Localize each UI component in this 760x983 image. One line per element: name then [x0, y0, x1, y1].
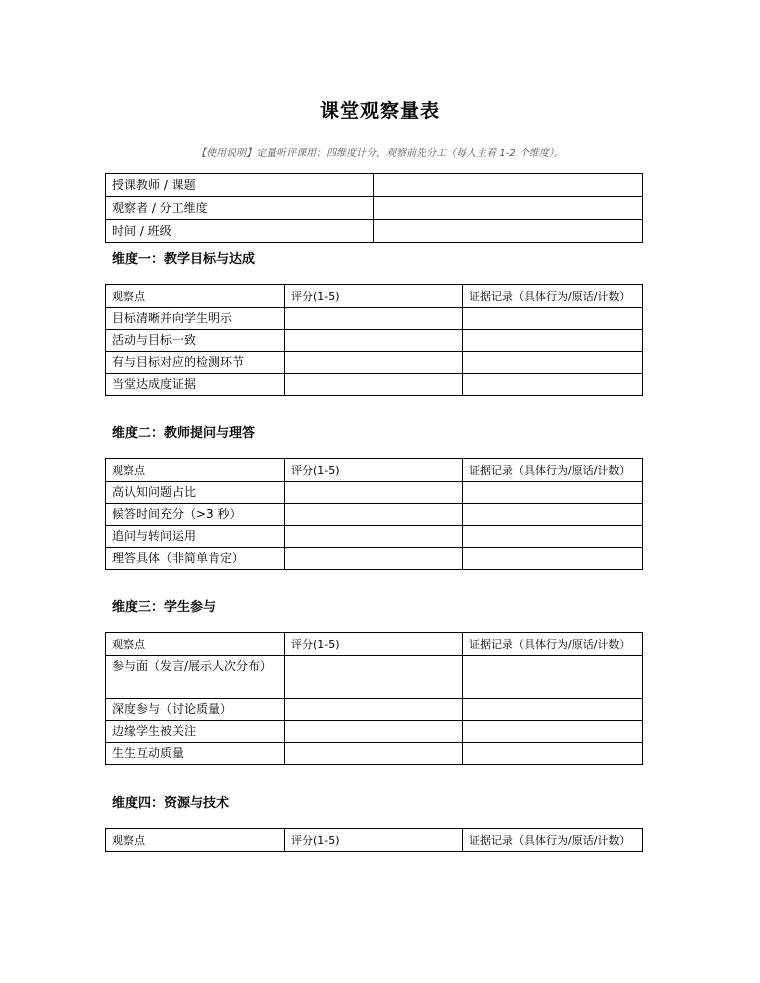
table-row: [106, 374, 643, 396]
table-row: [106, 721, 643, 743]
column-header-evidence: 证据记录（具体行为/原话/计数）: [463, 285, 643, 308]
observation-point: 参与面（发言/展示人次分布）: [106, 656, 285, 699]
evidence-cell[interactable]: [463, 374, 643, 396]
evidence-cell[interactable]: [463, 352, 643, 374]
section-title-dimension-4: 维度四：资源与技术: [112, 796, 230, 811]
table-row: [106, 743, 643, 765]
observation-point: 边缘学生被关注: [106, 721, 285, 743]
score-cell[interactable]: [285, 330, 463, 352]
info-table: [105, 173, 643, 243]
score-cell[interactable]: [285, 504, 463, 526]
evidence-cell[interactable]: [463, 482, 643, 504]
table-header-row: [106, 829, 643, 852]
score-cell[interactable]: [285, 482, 463, 504]
info-label: 授课教师 / 课题: [106, 174, 374, 197]
column-header-score: 评分(1-5): [285, 829, 463, 852]
column-header-score: 评分(1-5): [285, 459, 463, 482]
info-value-cell[interactable]: [374, 197, 643, 220]
table-row: [106, 352, 643, 374]
section-title-dimension-3: 维度三：学生参与: [112, 600, 217, 615]
info-row-observer: [106, 197, 643, 220]
column-header-point: 观察点: [106, 459, 285, 482]
observation-point: 深度参与（讨论质量）: [106, 699, 285, 721]
table-row: [106, 526, 643, 548]
evidence-cell[interactable]: [463, 526, 643, 548]
info-row-time-class: [106, 220, 643, 243]
dimension-2-table: [105, 458, 643, 570]
score-cell[interactable]: [285, 699, 463, 721]
score-cell[interactable]: [285, 526, 463, 548]
column-header-evidence: 证据记录（具体行为/原话/计数）: [463, 459, 643, 482]
dimension-3-table: [105, 632, 643, 765]
score-cell[interactable]: [285, 721, 463, 743]
info-value-cell[interactable]: [374, 174, 643, 197]
score-cell[interactable]: [285, 308, 463, 330]
info-label: 时间 / 班级: [106, 220, 374, 243]
score-cell[interactable]: [285, 352, 463, 374]
column-header-evidence: 证据记录（具体行为/原话/计数）: [463, 829, 643, 852]
evidence-cell[interactable]: [463, 308, 643, 330]
table-row: [106, 482, 643, 504]
info-label: 观察者 / 分工维度: [106, 197, 374, 220]
table-row: [106, 504, 643, 526]
evidence-cell[interactable]: [463, 504, 643, 526]
observation-point: 活动与目标一致: [106, 330, 285, 352]
table-header-row: [106, 633, 643, 656]
observation-point: 有与目标对应的检测环节: [106, 352, 285, 374]
column-header-evidence: 证据记录（具体行为/原话/计数）: [463, 633, 643, 656]
info-row-teacher: [106, 174, 643, 197]
evidence-cell[interactable]: [463, 330, 643, 352]
table-row: [106, 330, 643, 352]
evidence-cell[interactable]: [463, 721, 643, 743]
observation-point: 候答时间充分（>3 秒）: [106, 504, 285, 526]
dimension-4-table: [105, 828, 643, 852]
observation-point: 当堂达成度证据: [106, 374, 285, 396]
table-header-row: [106, 459, 643, 482]
evidence-cell[interactable]: [463, 699, 643, 721]
column-header-point: 观察点: [106, 829, 285, 852]
score-cell[interactable]: [285, 374, 463, 396]
evidence-cell[interactable]: [463, 548, 643, 570]
table-row: [106, 548, 643, 570]
section-title-dimension-2: 维度二：教师提问与理答: [112, 426, 256, 441]
observation-point: 高认知问题占比: [106, 482, 285, 504]
table-row: [106, 308, 643, 330]
dimension-1-table: [105, 284, 643, 396]
table-header-row: [106, 285, 643, 308]
column-header-point: 观察点: [106, 633, 285, 656]
observation-point: 追问与转问运用: [106, 526, 285, 548]
score-cell[interactable]: [285, 743, 463, 765]
usage-note: 【使用说明】定量听评课用；四维度计分，观察前先分工（每人主看 1-2 个维度）。: [196, 148, 564, 159]
observation-point: 目标清晰并向学生明示: [106, 308, 285, 330]
section-title-dimension-1: 维度一：教学目标与达成: [112, 252, 256, 267]
score-cell[interactable]: [285, 656, 463, 699]
page-title: 课堂观察量表: [319, 100, 440, 122]
column-header-score: 评分(1-5): [285, 633, 463, 656]
evidence-cell[interactable]: [463, 743, 643, 765]
info-value-cell[interactable]: [374, 220, 643, 243]
evidence-cell[interactable]: [463, 656, 643, 699]
column-header-point: 观察点: [106, 285, 285, 308]
score-cell[interactable]: [285, 548, 463, 570]
observation-point: 生生互动质量: [106, 743, 285, 765]
column-header-score: 评分(1-5): [285, 285, 463, 308]
observation-point: 理答具体（非简单肯定）: [106, 548, 285, 570]
table-row: [106, 656, 643, 699]
table-row: [106, 699, 643, 721]
